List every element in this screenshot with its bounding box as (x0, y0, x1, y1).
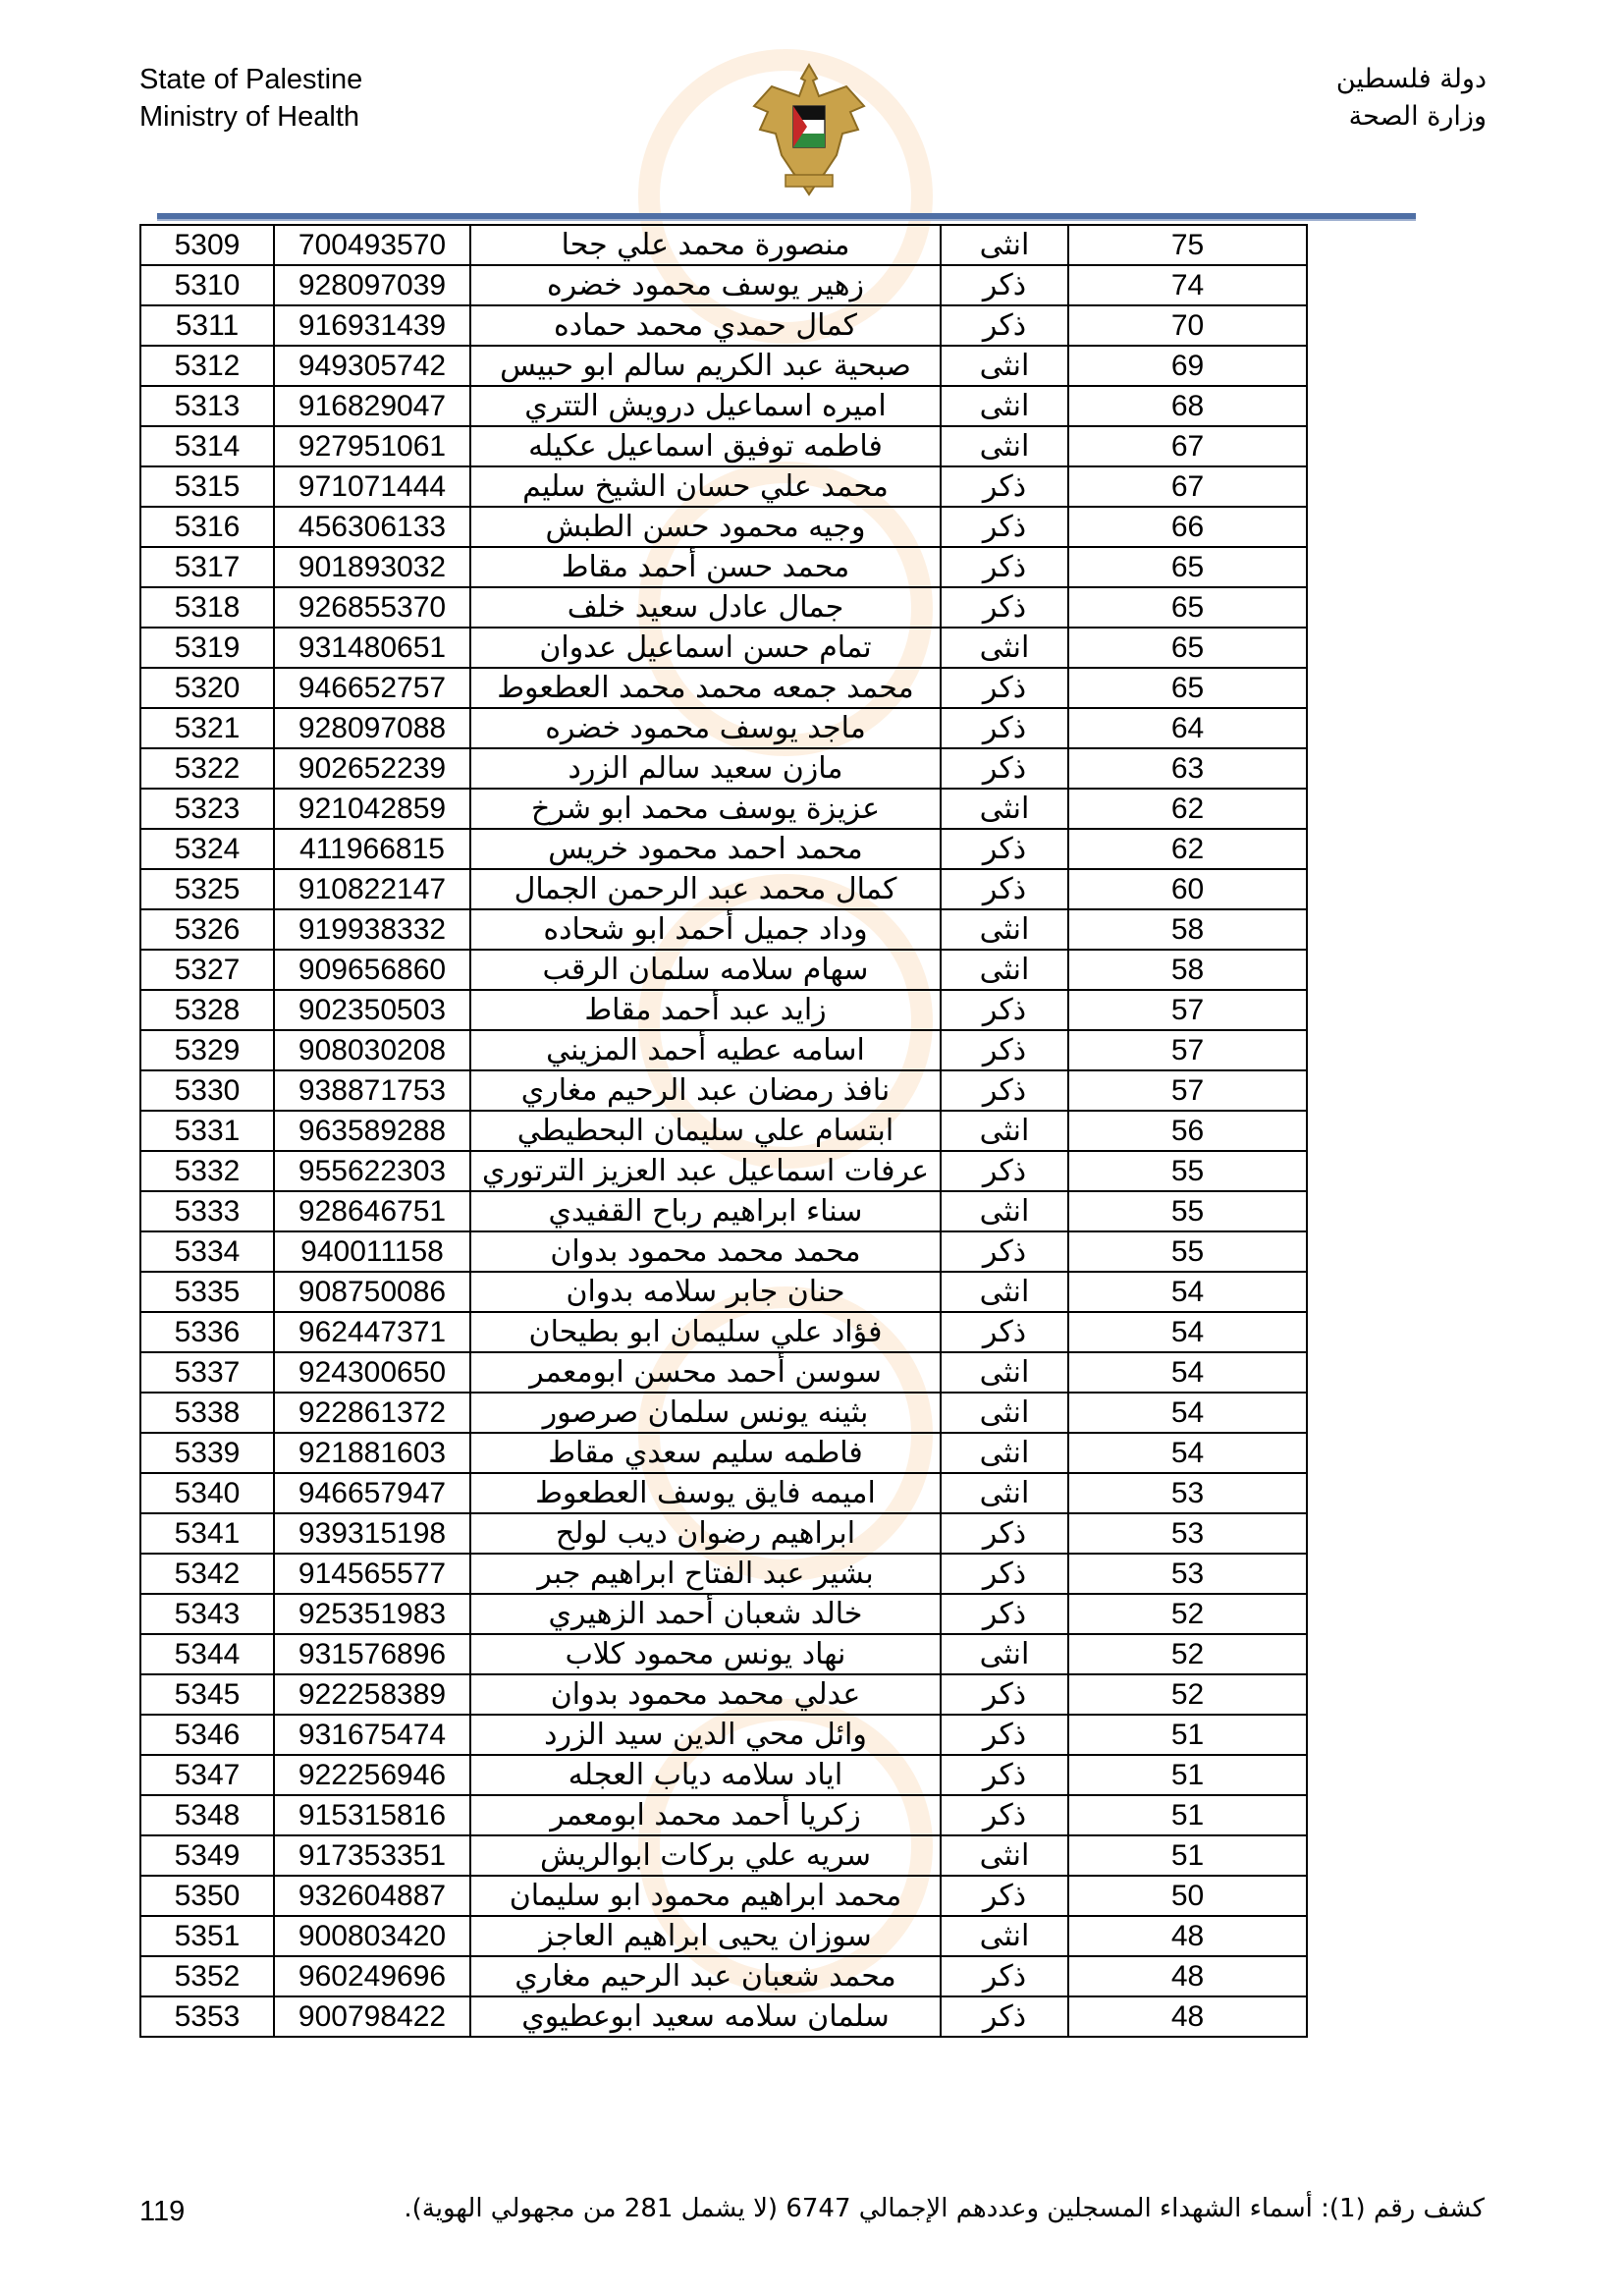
serial-number-cell: 5348 (140, 1795, 274, 1835)
gender-cell: ذكر (941, 305, 1068, 346)
table-row (140, 1070, 1307, 1111)
gender-cell: ذكر (941, 1795, 1068, 1835)
table-row (140, 1755, 1307, 1795)
id-number-cell: 914565577 (274, 1554, 470, 1594)
gender-cell: انثى (941, 1634, 1068, 1674)
table-row (140, 708, 1307, 748)
table-row (140, 1231, 1307, 1272)
id-number-cell: 910822147 (274, 869, 470, 909)
serial-number-cell: 5318 (140, 587, 274, 628)
serial-number-cell: 5313 (140, 386, 274, 426)
table-row (140, 869, 1307, 909)
age-cell: 53 (1068, 1473, 1307, 1513)
gender-cell: انثى (941, 789, 1068, 829)
gender-cell: ذكر (941, 1715, 1068, 1755)
gender-cell: انثى (941, 1473, 1068, 1513)
serial-number-cell: 5330 (140, 1070, 274, 1111)
name-cell: محمد محمد محمود بدوان (470, 1231, 941, 1272)
table-row (140, 265, 1307, 305)
page-number: 119 (139, 2196, 186, 2227)
name-cell: وجيه محمود حسن الطبش (470, 507, 941, 547)
age-cell: 58 (1068, 909, 1307, 950)
id-number-cell: 971071444 (274, 466, 470, 507)
name-cell: محمد شعبان عبد الرحيم مغاري (470, 1956, 941, 1996)
gender-cell: انثى (941, 1352, 1068, 1393)
age-cell: 50 (1068, 1876, 1307, 1916)
gender-cell: ذكر (941, 1755, 1068, 1795)
martyrs-roster-table (139, 224, 1308, 2038)
name-cell: محمد جمعه محمد محمد العطعوط (470, 668, 941, 708)
gender-cell: ذكر (941, 547, 1068, 587)
serial-number-cell: 5336 (140, 1312, 274, 1352)
id-number-cell: 456306133 (274, 507, 470, 547)
serial-number-cell: 5353 (140, 1996, 274, 2037)
age-cell: 69 (1068, 346, 1307, 386)
gender-cell: ذكر (941, 587, 1068, 628)
table-row (140, 1473, 1307, 1513)
serial-number-cell: 5338 (140, 1393, 274, 1433)
name-cell: كمال محمد عبد الرحمن الجمال (470, 869, 941, 909)
serial-number-cell: 5351 (140, 1916, 274, 1956)
table-row (140, 346, 1307, 386)
age-cell: 74 (1068, 265, 1307, 305)
serial-number-cell: 5331 (140, 1111, 274, 1151)
table-row (140, 1795, 1307, 1835)
table-row (140, 1433, 1307, 1473)
country-name-english: State of Palestine (139, 64, 363, 95)
table-row (140, 909, 1307, 950)
header-left (139, 61, 362, 136)
gender-cell: ذكر (941, 1030, 1068, 1070)
table-row (140, 1715, 1307, 1755)
name-cell: منصورة محمد علي جحا (470, 225, 941, 265)
id-number-cell: 931576896 (274, 1634, 470, 1674)
gender-cell: انثى (941, 1272, 1068, 1312)
age-cell: 48 (1068, 1996, 1307, 2037)
id-number-cell: 931480651 (274, 628, 470, 668)
name-cell: عزيزة يوسف محمد ابو شرخ (470, 789, 941, 829)
serial-number-cell: 5311 (140, 305, 274, 346)
id-number-cell: 917353351 (274, 1835, 470, 1876)
id-number-cell: 700493570 (274, 225, 470, 265)
table-row (140, 668, 1307, 708)
name-cell: محمد احمد محمود خريس (470, 829, 941, 869)
id-number-cell: 928097039 (274, 265, 470, 305)
name-cell: صبحية عبد الكريم سالم ابو حبيس (470, 346, 941, 386)
id-number-cell: 901893032 (274, 547, 470, 587)
name-cell: اميمه فايق يوسف العطعوط (470, 1473, 941, 1513)
serial-number-cell: 5319 (140, 628, 274, 668)
id-number-cell: 921042859 (274, 789, 470, 829)
serial-number-cell: 5337 (140, 1352, 274, 1393)
id-number-cell: 962447371 (274, 1312, 470, 1352)
name-cell: سناء ابراهيم رباح القفيدي (470, 1191, 941, 1231)
id-number-cell: 924300650 (274, 1352, 470, 1393)
table-row (140, 1111, 1307, 1151)
table-row (140, 748, 1307, 789)
table-row (140, 1996, 1307, 2037)
id-number-cell: 926855370 (274, 587, 470, 628)
id-number-cell: 955622303 (274, 1151, 470, 1191)
serial-number-cell: 5323 (140, 789, 274, 829)
age-cell: 68 (1068, 386, 1307, 426)
id-number-cell: 931675474 (274, 1715, 470, 1755)
name-cell: سهام سلامه سلمان الرقب (470, 950, 941, 990)
age-cell: 56 (1068, 1111, 1307, 1151)
id-number-cell: 902350503 (274, 990, 470, 1030)
name-cell: اياد سلامه دياب العجله (470, 1755, 941, 1795)
name-cell: محمد حسن أحمد مقاط (470, 547, 941, 587)
id-number-cell: 946652757 (274, 668, 470, 708)
table-row (140, 1554, 1307, 1594)
age-cell: 48 (1068, 1916, 1307, 1956)
table-row (140, 1594, 1307, 1634)
serial-number-cell: 5325 (140, 869, 274, 909)
age-cell: 55 (1068, 1191, 1307, 1231)
serial-number-cell: 5350 (140, 1876, 274, 1916)
table-row (140, 1876, 1307, 1916)
gender-cell: انثى (941, 386, 1068, 426)
serial-number-cell: 5321 (140, 708, 274, 748)
gender-cell: ذكر (941, 869, 1068, 909)
age-cell: 67 (1068, 466, 1307, 507)
gender-cell: انثى (941, 950, 1068, 990)
serial-number-cell: 5322 (140, 748, 274, 789)
gender-cell: انثى (941, 628, 1068, 668)
gender-cell: انثى (941, 346, 1068, 386)
age-cell: 54 (1068, 1312, 1307, 1352)
table-row (140, 426, 1307, 466)
name-cell: فاطمه سليم سعدي مقاط (470, 1433, 941, 1473)
table-row (140, 789, 1307, 829)
name-cell: سريه علي بركات ابوالريش (470, 1835, 941, 1876)
id-number-cell: 900798422 (274, 1996, 470, 2037)
serial-number-cell: 5340 (140, 1473, 274, 1513)
name-cell: زكريا أحمد محمد ابومعمر (470, 1795, 941, 1835)
name-cell: فؤاد علي سليمان ابو بطيحان (470, 1312, 941, 1352)
serial-number-cell: 5334 (140, 1231, 274, 1272)
ministry-name-arabic: وزارة الصحة (1348, 101, 1487, 132)
gender-cell: ذكر (941, 1231, 1068, 1272)
gender-cell: ذكر (941, 265, 1068, 305)
gender-cell: انثى (941, 1433, 1068, 1473)
name-cell: ابراهيم رضوان ديب لولح (470, 1513, 941, 1554)
age-cell: 52 (1068, 1634, 1307, 1674)
id-number-cell: 921881603 (274, 1433, 470, 1473)
country-name-arabic: دولة فلسطين (1335, 64, 1487, 94)
gender-cell: انثى (941, 1835, 1068, 1876)
table-row (140, 1352, 1307, 1393)
gender-cell: ذكر (941, 1312, 1068, 1352)
age-cell: 55 (1068, 1231, 1307, 1272)
name-cell: نهاد يونس محمود كلاب (470, 1634, 941, 1674)
palestine-eagle-emblem-icon (748, 57, 870, 204)
age-cell: 63 (1068, 748, 1307, 789)
gender-cell: ذكر (941, 507, 1068, 547)
id-number-cell: 411966815 (274, 829, 470, 869)
age-cell: 65 (1068, 547, 1307, 587)
serial-number-cell: 5329 (140, 1030, 274, 1070)
age-cell: 57 (1068, 990, 1307, 1030)
gender-cell: انثى (941, 1393, 1068, 1433)
gender-cell: انثى (941, 1191, 1068, 1231)
name-cell: بثينه يونس سلمان صرصور (470, 1393, 941, 1433)
serial-number-cell: 5332 (140, 1151, 274, 1191)
name-cell: سوزان يحيى ابراهيم العاجز (470, 1916, 941, 1956)
table-row (140, 1393, 1307, 1433)
id-number-cell: 932604887 (274, 1876, 470, 1916)
footer-caption: كشف رقم (1): أسماء الشهداء المسجلين وعددهم الإجمالي 6747 (لا يشمل 281 من مجهولي الهوية). (404, 2194, 1485, 2223)
age-cell: 60 (1068, 869, 1307, 909)
id-number-cell: 939315198 (274, 1513, 470, 1554)
table-row (140, 305, 1307, 346)
serial-number-cell: 5320 (140, 668, 274, 708)
serial-number-cell: 5315 (140, 466, 274, 507)
age-cell: 51 (1068, 1835, 1307, 1876)
serial-number-cell: 5324 (140, 829, 274, 869)
serial-number-cell: 5352 (140, 1956, 274, 1996)
name-cell: ماجد يوسف محمود خضره (470, 708, 941, 748)
gender-cell: ذكر (941, 1996, 1068, 2037)
id-number-cell: 909656860 (274, 950, 470, 990)
gender-cell: انثى (941, 909, 1068, 950)
table-row (140, 386, 1307, 426)
id-number-cell: 949305742 (274, 346, 470, 386)
table-row (140, 1674, 1307, 1715)
table-row (140, 1272, 1307, 1312)
age-cell: 54 (1068, 1433, 1307, 1473)
gender-cell: ذكر (941, 1151, 1068, 1191)
serial-number-cell: 5343 (140, 1594, 274, 1634)
serial-number-cell: 5327 (140, 950, 274, 990)
age-cell: 52 (1068, 1674, 1307, 1715)
name-cell: جمال عادل سعيد خلف (470, 587, 941, 628)
age-cell: 51 (1068, 1795, 1307, 1835)
age-cell: 67 (1068, 426, 1307, 466)
name-cell: وداد جميل أحمد ابو شحاده (470, 909, 941, 950)
name-cell: عدلي محمد محمود بدوان (470, 1674, 941, 1715)
age-cell: 54 (1068, 1393, 1307, 1433)
gender-cell: ذكر (941, 668, 1068, 708)
gender-cell: ذكر (941, 466, 1068, 507)
age-cell: 66 (1068, 507, 1307, 547)
gender-cell: ذكر (941, 1513, 1068, 1554)
name-cell: فاطمه توفيق اسماعيل عكيله (470, 426, 941, 466)
serial-number-cell: 5344 (140, 1634, 274, 1674)
id-number-cell: 928646751 (274, 1191, 470, 1231)
age-cell: 62 (1068, 789, 1307, 829)
id-number-cell: 940011158 (274, 1231, 470, 1272)
age-cell: 54 (1068, 1272, 1307, 1312)
age-cell: 48 (1068, 1956, 1307, 1996)
table-row (140, 547, 1307, 587)
table-row (140, 1312, 1307, 1352)
age-cell: 75 (1068, 225, 1307, 265)
name-cell: زايد عبد أحمد مقاط (470, 990, 941, 1030)
id-number-cell: 946657947 (274, 1473, 470, 1513)
gender-cell: انثى (941, 426, 1068, 466)
id-number-cell: 928097088 (274, 708, 470, 748)
gender-cell: ذكر (941, 1554, 1068, 1594)
id-number-cell: 919938332 (274, 909, 470, 950)
serial-number-cell: 5333 (140, 1191, 274, 1231)
serial-number-cell: 5346 (140, 1715, 274, 1755)
age-cell: 57 (1068, 1070, 1307, 1111)
id-number-cell: 927951061 (274, 426, 470, 466)
gender-cell: ذكر (941, 1594, 1068, 1634)
header-right (1336, 61, 1487, 136)
age-cell: 53 (1068, 1513, 1307, 1554)
id-number-cell: 908030208 (274, 1030, 470, 1070)
age-cell: 51 (1068, 1715, 1307, 1755)
gender-cell: ذكر (941, 1070, 1068, 1111)
id-number-cell: 916931439 (274, 305, 470, 346)
table-row (140, 1191, 1307, 1231)
header-divider (157, 213, 1416, 221)
name-cell: محمد علي حسان الشيخ سليم (470, 466, 941, 507)
gender-cell: انثى (941, 1916, 1068, 1956)
table-row (140, 1835, 1307, 1876)
table-row (140, 225, 1307, 265)
table-row (140, 1151, 1307, 1191)
table-row (140, 507, 1307, 547)
gender-cell: ذكر (941, 990, 1068, 1030)
table-row (140, 1956, 1307, 1996)
serial-number-cell: 5312 (140, 346, 274, 386)
age-cell: 70 (1068, 305, 1307, 346)
id-number-cell: 900803420 (274, 1916, 470, 1956)
gender-cell: ذكر (941, 708, 1068, 748)
gender-cell: ذكر (941, 1674, 1068, 1715)
id-number-cell: 925351983 (274, 1594, 470, 1634)
age-cell: 62 (1068, 829, 1307, 869)
table-row (140, 1634, 1307, 1674)
name-cell: نافذ رمضان عبد الرحيم مغاري (470, 1070, 941, 1111)
name-cell: تمام حسن اسماعيل عدوان (470, 628, 941, 668)
table-row (140, 829, 1307, 869)
serial-number-cell: 5341 (140, 1513, 274, 1554)
age-cell: 57 (1068, 1030, 1307, 1070)
id-number-cell: 908750086 (274, 1272, 470, 1312)
age-cell: 64 (1068, 708, 1307, 748)
name-cell: سوسن أحمد محسن ابومعمر (470, 1352, 941, 1393)
table-row (140, 990, 1307, 1030)
serial-number-cell: 5339 (140, 1433, 274, 1473)
id-number-cell: 960249696 (274, 1956, 470, 1996)
serial-number-cell: 5326 (140, 909, 274, 950)
ministry-name-english: Ministry of Health (139, 101, 360, 133)
id-number-cell: 922258389 (274, 1674, 470, 1715)
table-row (140, 1916, 1307, 1956)
id-number-cell: 915315816 (274, 1795, 470, 1835)
gender-cell: ذكر (941, 829, 1068, 869)
table-row (140, 466, 1307, 507)
name-cell: عرفات اسماعيل عبد العزيز الترتوري (470, 1151, 941, 1191)
gender-cell: ذكر (941, 748, 1068, 789)
serial-number-cell: 5349 (140, 1835, 274, 1876)
table-row (140, 1030, 1307, 1070)
name-cell: مازن سعيد سالم الزرد (470, 748, 941, 789)
id-number-cell: 922256946 (274, 1755, 470, 1795)
id-number-cell: 938871753 (274, 1070, 470, 1111)
age-cell: 51 (1068, 1755, 1307, 1795)
serial-number-cell: 5317 (140, 547, 274, 587)
id-number-cell: 916829047 (274, 386, 470, 426)
table-row (140, 1513, 1307, 1554)
serial-number-cell: 5310 (140, 265, 274, 305)
name-cell: محمد ابراهيم محمود ابو سليمان (470, 1876, 941, 1916)
table-row (140, 628, 1307, 668)
serial-number-cell: 5345 (140, 1674, 274, 1715)
name-cell: كمال حمدي محمد حماده (470, 305, 941, 346)
serial-number-cell: 5328 (140, 990, 274, 1030)
id-number-cell: 902652239 (274, 748, 470, 789)
age-cell: 52 (1068, 1594, 1307, 1634)
serial-number-cell: 5316 (140, 507, 274, 547)
age-cell: 54 (1068, 1352, 1307, 1393)
name-cell: وائل محي الدين سيد الزرد (470, 1715, 941, 1755)
age-cell: 65 (1068, 628, 1307, 668)
age-cell: 65 (1068, 668, 1307, 708)
name-cell: حنان جابر سلامه بدوان (470, 1272, 941, 1312)
age-cell: 65 (1068, 587, 1307, 628)
age-cell: 55 (1068, 1151, 1307, 1191)
name-cell: بشير عبد الفتاح ابراهيم جبر (470, 1554, 941, 1594)
gender-cell: انثى (941, 1111, 1068, 1151)
serial-number-cell: 5314 (140, 426, 274, 466)
name-cell: اميره اسماعيل درويش التتري (470, 386, 941, 426)
table-row (140, 587, 1307, 628)
gender-cell: ذكر (941, 1956, 1068, 1996)
age-cell: 53 (1068, 1554, 1307, 1594)
name-cell: خالد شعبان أحمد الزهيري (470, 1594, 941, 1634)
table-row (140, 950, 1307, 990)
name-cell: زهير يوسف محمود خضره (470, 265, 941, 305)
gender-cell: ذكر (941, 1876, 1068, 1916)
serial-number-cell: 5347 (140, 1755, 274, 1795)
gender-cell: انثى (941, 225, 1068, 265)
name-cell: اسامه عطيه أحمد المزيني (470, 1030, 941, 1070)
name-cell: ابتسام علي سليمان البحطيطي (470, 1111, 941, 1151)
serial-number-cell: 5342 (140, 1554, 274, 1594)
serial-number-cell: 5309 (140, 225, 274, 265)
name-cell: سلمان سلامه سعيد ابوعطيوي (470, 1996, 941, 2037)
id-number-cell: 963589288 (274, 1111, 470, 1151)
id-number-cell: 922861372 (274, 1393, 470, 1433)
serial-number-cell: 5335 (140, 1272, 274, 1312)
age-cell: 58 (1068, 950, 1307, 990)
